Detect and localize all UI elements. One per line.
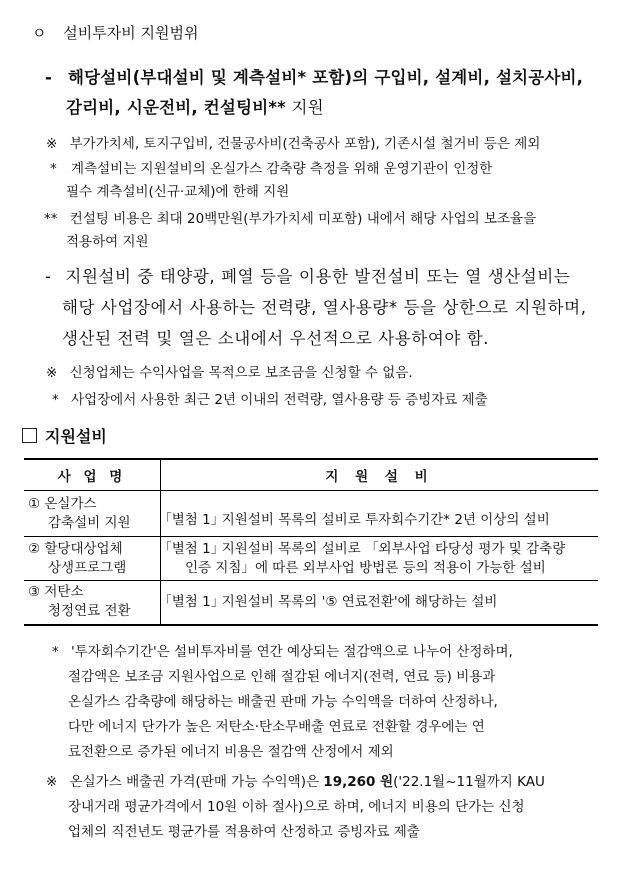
dash-bullet: - [45,267,52,286]
dash-bullet: - [45,68,53,87]
footnote-payback-line5: 료전환으로 증가된 에너지 비용은 절감액 산정에서 제외 [68,744,394,760]
table-row [24,581,598,625]
footnote-price-text1-post: ('22.1월~11월까지 KAU [393,774,545,790]
note-consulting-line1 [44,207,536,227]
table-cell-business [24,581,161,625]
asterisk-mark: * [50,161,57,177]
table-cell-business [24,491,161,537]
equipment-desc-line: ｢별첨 1｣ 지원설비 목록의 '⑤ 연료전환'에 해당하는 설비 [165,593,498,610]
asterisk-mark: * [52,392,59,408]
note-exclusion-text: 부가가치세, 토지구입비, 건물공사비(건축공사 포함), 기존시설 철거비 등은 제외 [69,136,541,152]
table-header-business: 사 업 명 [24,459,161,491]
note-consulting-text1: 컨설팅 비용은 최대 20백만원(부가가치세 미포함) 내에서 해당 사업의 보조율을 [69,211,537,227]
note-metering-text1: 계측설비는 지원설비의 온실가스 감축량 측정을 위해 운영기관이 인정한 [71,161,493,177]
note-metering-line2: 필수 계측설비(신규·교체)에 한해 지원 [66,184,290,200]
item1-text2-rest: 지원 [286,98,324,117]
section-heading-support-equipment [22,424,107,447]
table-header-equipment: 지 원 설 비 [161,459,599,491]
business-name-line: 상생프로그램 [48,559,127,576]
table-row [24,491,598,537]
note-consulting-line2: 적용하여 지원 [66,234,149,250]
item1-text1: 해당설비(부대설비 및 계측설비* 포함)의 구입비, 설계비, 설치공사비, [68,68,584,87]
footnote-price-line3: 업체의 직전년도 평균가를 적용하여 산정하고 증빙자료 제출 [68,824,420,840]
table-cell-equipment [161,537,599,581]
table-cell-business [24,537,161,581]
business-name-line: ③ 저탄소 [28,584,84,601]
table-row [24,537,598,581]
business-name-line: ② 할당대상업체 [28,540,123,557]
item2-line2: 해당 사업장에서 사용하는 전력량, 열사용량* 등을 상한으로 지원하며, [62,298,587,317]
item1-line1 [45,64,583,88]
business-name-line: 감축설비 지원 [48,514,131,531]
section-b-title: 지원설비 [45,427,107,446]
footnote-payback-text1: '투자회수기간'은 설비투자비를 연간 예상되는 절감액으로 나누어 산정하며, [71,644,513,660]
section-heading-investment-scope [32,22,198,43]
note-application [46,361,413,381]
business-name-line: 청정연료 전환 [48,603,131,620]
item1-text2: 감리비, 시운전비, 컨설팅비** [66,98,287,117]
table-header-row [24,459,598,491]
footnote-price-text1: 온실가스 배출권 가격(판매 가능 수익액)은 [69,774,324,790]
item1-line2 [66,94,324,118]
business-name-line: ① 온실가스 [28,495,97,512]
footnote-payback-line4: 다만 에너지 단가가 높은 저탄소·탄소무배출 연료로 전환할 경우에는 연 [68,719,485,735]
item2-line1 [45,263,570,287]
item2-line3: 생산된 전력 및 열은 소내에서 우선적으로 사용하여야 함. [62,329,490,348]
footnote-payback-line2: 절감액은 보조금 지원사업으로 인해 절감된 에너지(전력, 연료 등) 비용과 [68,669,496,685]
section-title: 설비투자비 지원범위 [63,24,199,42]
support-equipment-table [24,458,598,626]
note-usage-text: 사업장에서 사용한 최근 2년 이내의 전력량, 열사용량 등 증빙자료 제출 [71,392,488,408]
footnote-price-line1 [46,770,545,790]
table-cell-equipment [161,491,599,537]
footnote-payback-line3: 온실가스 감축량에 해당하는 배출권 판매 가능 수익액을 더하여 산정하나, [68,694,498,710]
footnote-payback-line1 [52,640,513,660]
note-exclusion [46,132,540,152]
reference-mark: ※ [46,774,58,790]
equipment-desc-line: 인증 지침」에 따른 외부사업 방법론 등의 적용이 가능한 설비 [185,559,546,576]
note-metering-line1 [50,157,492,177]
reference-mark: ※ [46,365,58,381]
square-bullet-icon [22,428,37,443]
asterisk-mark: * [52,644,59,660]
footnote-price-line2: 장내거래 평균가격에서 10원 이하 절사)으로 하며, 에너지 비용의 단가는 신청 [68,799,525,815]
item2-text1: 지원설비 중 태양광, 폐열 등을 이용한 발전설비 또는 열 생산설비는 [65,267,571,286]
circle-bullet: ㅇ [32,24,47,42]
note-usage [52,388,488,408]
equipment-desc-line: ｢별첨 1｣ 지원설비 목록의 설비로 「외부사업 타당성 평가 및 감축량 [165,540,566,557]
equipment-desc-line: ｢별첨 1｣ 지원설비 목록의 설비로 투자회수기간* 2년 이상의 설비 [165,512,550,528]
note-application-text: 신청업체는 수익사업을 목적으로 보조금을 신청할 수 없음. [69,365,413,381]
double-asterisk-mark: ** [44,211,58,227]
footnote-price-value: 19,260 원 [323,774,394,790]
reference-mark: ※ [46,136,58,152]
table-cell-equipment [161,581,599,625]
